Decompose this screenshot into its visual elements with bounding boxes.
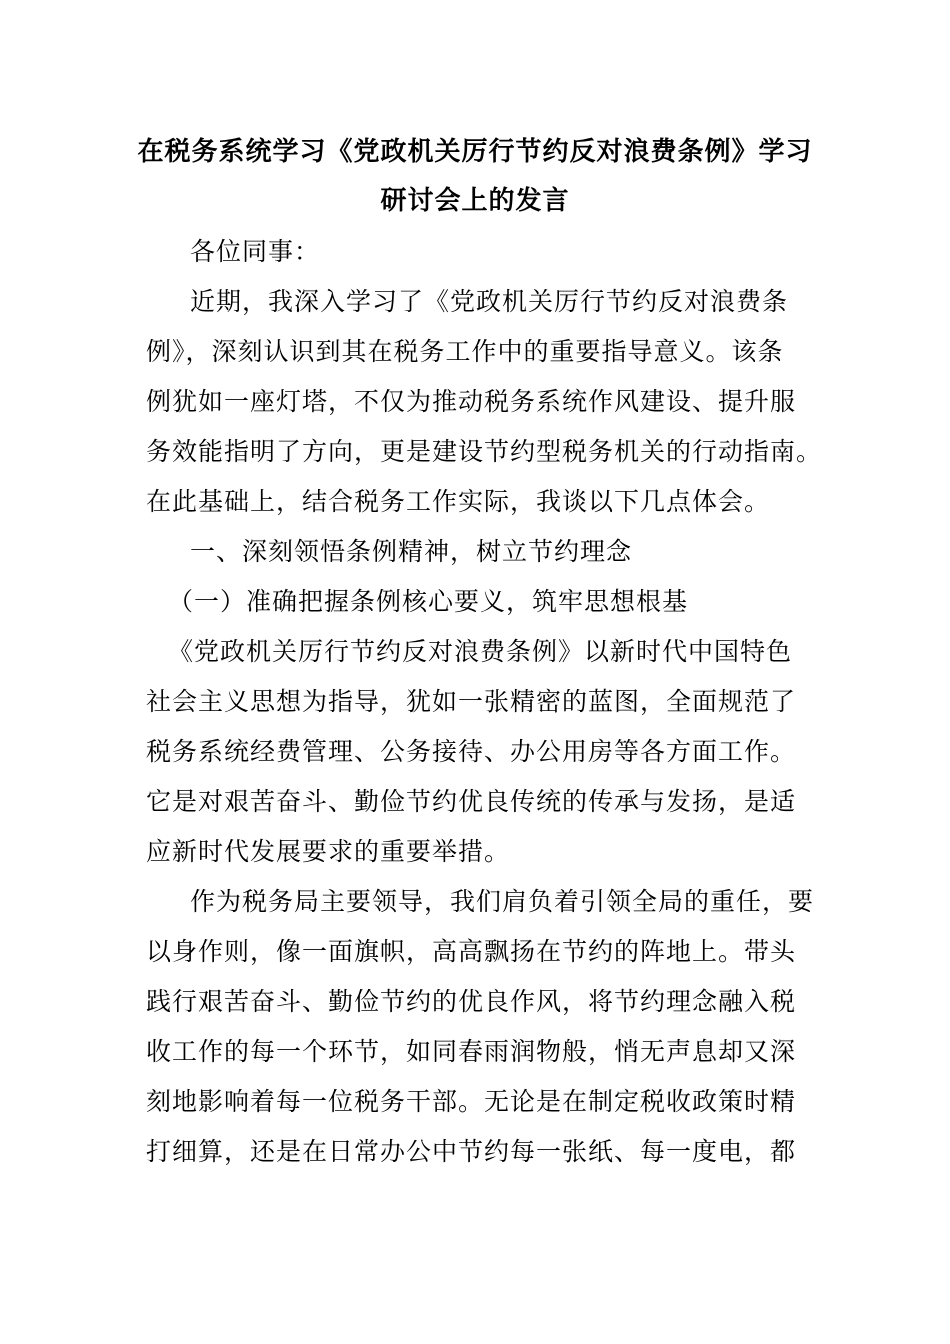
paragraph-line: 社会主义思想为指导，犹如一张精密的蓝图，全面规范了 bbox=[146, 687, 797, 716]
greeting: 各位同事： bbox=[190, 237, 321, 266]
section-heading: 一、深刻领悟条例精神，树立节约理念 bbox=[190, 537, 633, 566]
paragraph-line: 近期，我深入学习了《党政机关厉行节约反对浪费条 bbox=[190, 287, 789, 316]
paragraph-line: 收工作的每一个环节，如同春雨润物般，悄无声息却又深 bbox=[146, 1037, 797, 1066]
paragraph-line: 务效能指明了方向，更是建设节约型税务机关的行动指南。 bbox=[146, 437, 823, 466]
paragraph-line: 例》，深刻认识到其在税务工作中的重要指导意义。该条 bbox=[146, 337, 784, 366]
paragraph-line: 例犹如一座灯塔，不仅为推动税务系统作风建设、提升服 bbox=[146, 387, 797, 416]
paragraph-line: 在此基础上，结合税务工作实际，我谈以下几点体会。 bbox=[146, 487, 771, 516]
paragraph-line: 刻地影响着每一位税务干部。无论是在制定税收政策时精 bbox=[146, 1087, 797, 1116]
paragraph-line: 应新时代发展要求的重要举措。 bbox=[146, 837, 511, 866]
paragraph-line: 《党政机关厉行节约反对浪费条例》以新时代中国特色 bbox=[168, 637, 793, 666]
paragraph-line: 打细算，还是在日常办公中节约每一张纸、每一度电，都 bbox=[146, 1137, 797, 1166]
subsection-heading: （一）准确把握条例核心要义，筑牢思想根基 bbox=[168, 587, 689, 616]
document-title-line-2: 研讨会上的发言 bbox=[380, 186, 570, 216]
paragraph-line: 作为税务局主要领导，我们肩负着引领全局的重任，要 bbox=[190, 887, 815, 916]
document-title-line-1: 在税务系统学习《党政机关厉行节约反对浪费条例》学习 bbox=[137, 137, 813, 167]
paragraph-line: 以身作则，像一面旗帜，高高飘扬在节约的阵地上。带头 bbox=[146, 937, 797, 966]
paragraph-line: 税务系统经费管理、公务接待、办公用房等各方面工作。 bbox=[146, 737, 797, 766]
paragraph-line: 践行艰苦奋斗、勤俭节约的优良作风，将节约理念融入税 bbox=[146, 987, 797, 1016]
paragraph-line: 它是对艰苦奋斗、勤俭节约优良传统的传承与发扬，是适 bbox=[146, 787, 797, 816]
